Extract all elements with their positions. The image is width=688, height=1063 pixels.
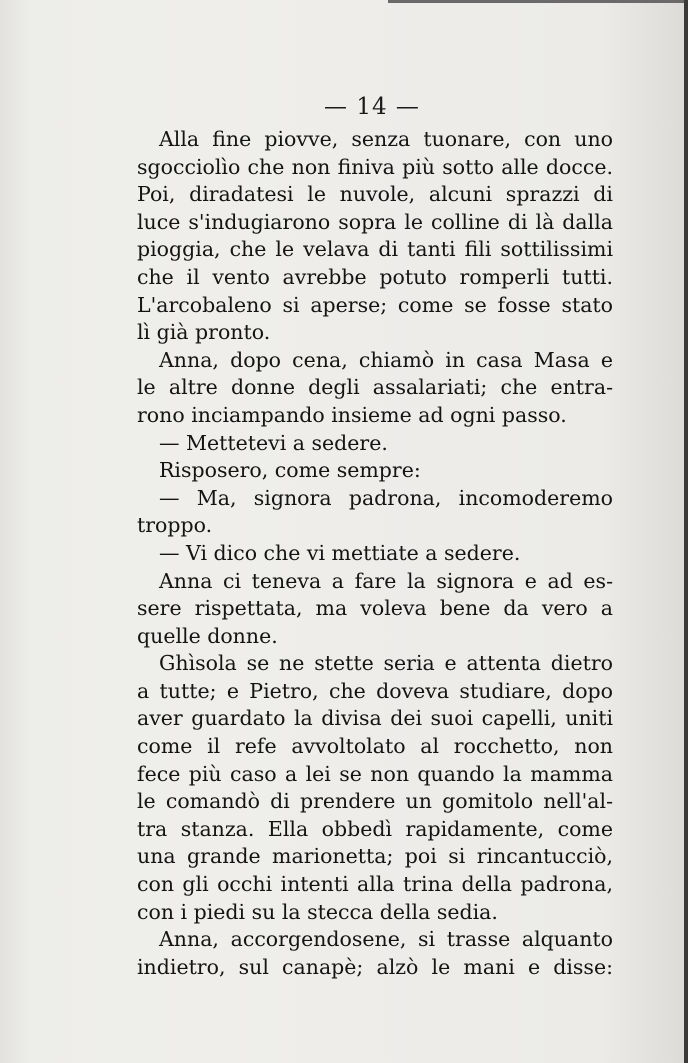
text-line: — Ma, signora padrona, incomoderemo <box>159 485 613 510</box>
text-line: fece più caso a lei se non quando la mamma <box>137 761 613 786</box>
text-line: Ghìsola se ne stette seria e attenta dietro <box>159 651 613 676</box>
text-line: indietro, sul canapè; alzò le mani e disse: <box>137 954 613 979</box>
text-line: sgocciolìo che non finiva più sotto alle docce. <box>137 154 613 179</box>
text-line: rono inciampando insieme ad ogni passo. <box>137 402 567 427</box>
text-line: con i piedi su la stecca della sedia. <box>137 899 498 924</box>
text-line: una grande marionetta; poi si rincantucciò, <box>137 844 613 869</box>
text-line: Anna, accorgendosene, si trasse alquanto <box>159 927 613 952</box>
text-line: troppo. <box>137 513 213 538</box>
text-line: sere rispettata, ma voleva bene da vero a <box>137 596 613 621</box>
text-line: Anna ci teneva a fare la signora e ad es- <box>159 568 613 593</box>
text-line: le altre donne degli assalariati; che entra- <box>137 375 613 400</box>
text-line: le comandò di prendere un gomitolo nell'al- <box>137 789 613 814</box>
page-number: — 14 — <box>324 94 420 120</box>
text-line: con gli occhi intenti alla trina della padrona, <box>137 872 613 897</box>
text-line: pioggia, che le velava di tanti fili sottilissimi <box>137 237 613 262</box>
page-edge-right <box>684 0 688 1063</box>
text-line: aver guardato la divisa dei suoi capelli, uniti <box>137 706 613 731</box>
text-line: tra stanza. Ella obbedì rapidamente, come <box>137 816 613 841</box>
text-line: — Vi dico che vi mettiate a sedere. <box>159 540 521 565</box>
text-line: L'arcobaleno si aperse; come se fosse stato <box>137 292 613 317</box>
body-text <box>137 126 613 981</box>
text-line: Risposero, come sempre: <box>159 458 421 483</box>
text-line: che il vento avrebbe potuto romperli tutti. <box>137 264 613 289</box>
text-line: a tutte; e Pietro, che doveva studiare, dopo <box>137 678 613 703</box>
text-line: come il refe avvoltolato al rocchetto, non <box>137 734 613 759</box>
text-line: — Mettetevi a sedere. <box>159 430 388 455</box>
text-line: Alla fine piovve, senza tuonare, con uno <box>159 127 613 151</box>
text-line: Poi, diradatesi le nuvole, alcuni sprazzi di <box>137 182 613 207</box>
page-edge-top <box>388 0 688 3</box>
text-line: luce s'indugiarono sopra le colline di là dalla <box>137 209 613 234</box>
text-line: Anna, dopo cena, chiamò in casa Masa e <box>159 347 613 372</box>
text-line: quelle donne. <box>137 623 278 648</box>
text-line: lì già pronto. <box>137 320 271 345</box>
